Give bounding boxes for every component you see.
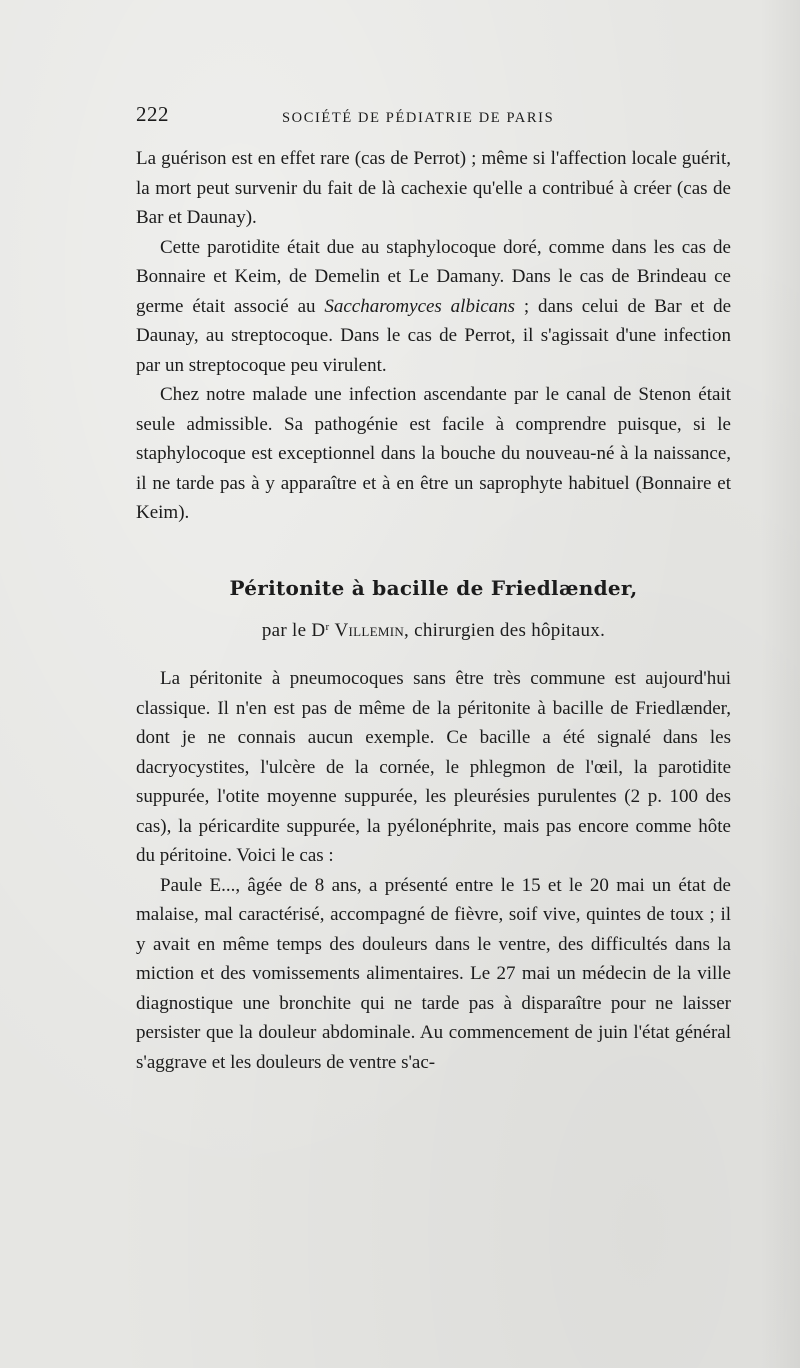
paragraph: La péritonite à pneumocoques sans être très commune est aujourd'hui classique. Il n'en est pas de même de la péritonite à bacille de Friedlænder, dont je ne connais aucun exemple. Ce bacille a été signalé dans les dacryocystites, l'ulcère de la cornée, le phlegmon de l'œil, la parotidite suppurée, l'otite moyenne suppurée, les pleurésies purulentes (2 p. 100 des cas), la péricardite suppurée, la pyélonéphrite, mais pas encore comme hôte du péritoine. Voici le cas : [136, 668, 731, 866]
page-header [136, 100, 732, 132]
author-name: Villemin [334, 620, 405, 641]
running-title: SOCIÉTÉ DE PÉDIATRIE DE PARIS [282, 110, 555, 126]
page-edge-shadow [760, 0, 800, 1368]
section-title: Péritonite à bacille de Friedlænder, [229, 576, 638, 600]
body-text-top [136, 144, 731, 528]
paragraph: Chez notre malade une infection ascendante par le canal de Stenon était seule admissible. Sa pathogénie est facile à comprendre puisque, si le staphylocoque est exceptionnel dans la bouche du nouveau-né à la naissance, il ne tarde pas à y apparaître et à en être un saprophyte habituel (Bonnaire et Keim). [136, 384, 731, 523]
paragraph: Paule E..., âgée de 8 ans, a présenté entre le 15 et le 20 mai un état de malaise, mal caractérisé, accompagné de fièvre, soif vive, quintes de toux ; il y avait en même temps des douleurs dans le ventre, des difficultés dans la miction et des vomissements alimentaires. Le 27 mai un médecin de la ville diagnostique une bronchite qui ne tarde pas à disparaître pour ne laisser persister que la douleur abdominale. Au commencement de juin l'état général s'aggrave et les douleurs de ventre s'ac- [136, 874, 731, 1073]
paragraph: La guérison est en effet rare (cas de Perrot) ; même si l'affection locale guérit, la mort peut survenir du fait de là cachexie qu'elle a contribué à créer (cas de Bar et Daunay). [136, 148, 731, 228]
page-number: 222 [136, 102, 169, 126]
italic-term: Saccharomyces albicans [324, 295, 516, 317]
paragraph: Cette parotidite était due au staphylocoque doré, comme dans les cas de Bonnaire et Keim, de Demelin et Le Damany. Dans le cas de Brindeau ce germe était associé au Saccharomyces albicans ; dans celui de Bar et de Daunay, au streptocoque. Dans le cas de Perrot, il s'agissait d'une infection par un streptocoque peu virulent. [136, 236, 732, 376]
byline: par le $D^r$ Villemin, chirurgien des hôpitaux. [261, 620, 606, 641]
body-text-bottom [136, 664, 731, 1077]
